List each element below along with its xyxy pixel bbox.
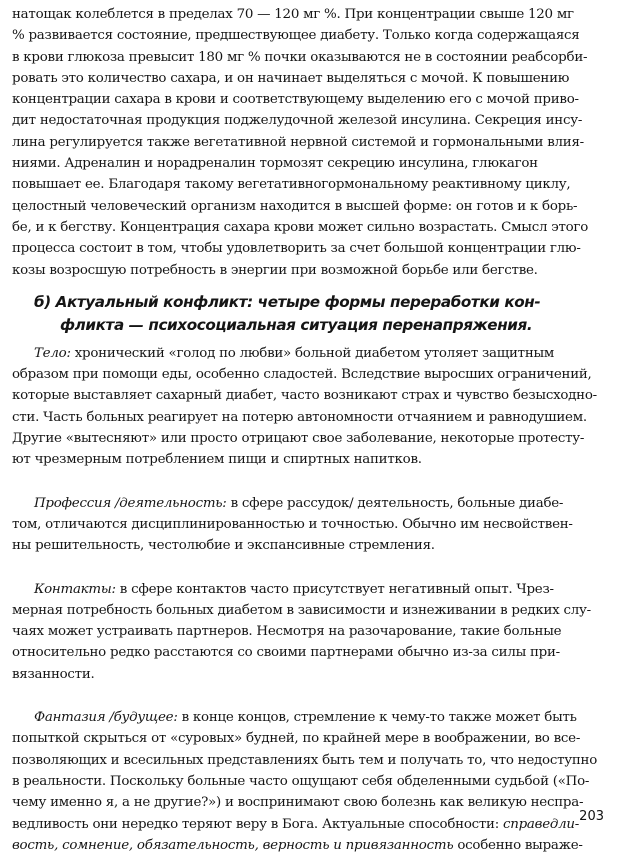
section-heading [12, 291, 610, 337]
text-line: ровать это количество сахара, и он начинает выделяться с мочой. К повышению [12, 70, 570, 86]
italic-text: справедли- [502, 816, 580, 832]
text-line: которые выставляет сахарный диабет, часто возникают страх и чувство безысходно- [12, 388, 597, 404]
text-line: дит недостаточная продукция поджелудочной железой инсулина. Секреция инсу- [12, 113, 583, 129]
paragraph-body-first-line [12, 343, 610, 364]
paragraph-label: Фантазия /будущее: [34, 710, 178, 726]
paragraph-text: в сфере контактов часто присутствует негативный опыт. Чрез- [115, 581, 554, 597]
text-line: повышает ее. Благодаря такому вегетативногормональному реактивному циклу, [12, 177, 571, 193]
text-line: позволяющих и всесильных представлениях быть тем и получать то, что недоступно [12, 752, 598, 768]
paragraph-profession-first-line [12, 493, 610, 514]
text-line: чаях может устраивать партнеров. Несмотря на разочарование, такие больные [12, 624, 562, 640]
text-line: целостный человеческий организм находится в высшей форме: он готов и к борь- [12, 198, 578, 214]
italic-text: вость, сомнение, обязательность, верность и привязанность [12, 837, 454, 853]
text-line: чему именно я, а не другие?») и воспринимают свою болезнь как великую неспра- [12, 795, 584, 811]
paragraph-fantasy-first-line [12, 707, 610, 728]
paragraph-text: в конце концов, стремление к чему-то также может быть [177, 710, 577, 726]
paragraph-label: Профессия /деятельность: [34, 495, 227, 511]
paragraph-text: хронический «голод по любви» больной диабетом утоляет защитным [70, 345, 555, 361]
section-heading-line-1: б) Актуальный конфликт: четыре формы переработки кон- [34, 292, 541, 311]
paragraph-text: особенно выраже- [453, 837, 583, 853]
text-line: Другие «вытесняют» или просто отрицают свое заболевание, некоторые протесту- [12, 431, 585, 447]
text-line: в реальности. Поскольку больные часто ощущают себя обделенными судьбой («По- [12, 773, 590, 789]
text-line: мерная потребность больных диабетом в зависимости и изнеживании в редких слу- [12, 602, 591, 618]
page-number: 203 [579, 809, 604, 824]
text-line: лина регулируется также вегетативной нервной системой и гормональными влия- [12, 134, 584, 150]
paragraph-text: ведливость они нередко теряют веру в Бога. Актуальные способности: [12, 816, 503, 832]
text-line: попыткой скрыться от «суровых» будней, по крайней мере в воображении, во все- [12, 731, 581, 747]
paragraph-fantasy-line [12, 814, 610, 835]
paragraph-fantasy-last-line [12, 835, 610, 856]
paragraph-contacts [12, 579, 610, 685]
text-line: образом при помощи еды, особенно сладостей. Вследствие выросших ограничений, [12, 367, 592, 383]
text-line: процесса состоит в том, чтобы удовлетворить за счет большой концентрации глю- [12, 241, 581, 257]
text-line: том, отличаются дисциплинированностью и точностью. Обычно им несвойствен- [12, 516, 573, 532]
intro-paragraph [12, 4, 610, 281]
text-line: натощак колеблется в пределах 70 — 120 мг %. При концентрации свыше 120 мг [12, 7, 574, 22]
paragraph-text: в сфере рассудок/ деятельность, больные диабе- [226, 495, 564, 511]
text-line: ют чрезмерным потреблением пищи и спиртных напитков. [12, 452, 422, 468]
text-line: в крови глюкоза превысит 180 мг % почки оказываются не в состоянии реабсорби- [12, 49, 588, 65]
paragraph-label: Тело: [34, 345, 71, 361]
text-line: сти. Часть больных реагирует на потерю автономности отчаянием и равнодушием. [12, 409, 587, 425]
book-page [12, 4, 610, 853]
text-line: бе, и к бегству. Концентрация сахара крови может сильно возрастать. Смысл этого [12, 219, 589, 235]
text-line: козы возросшую потребность в энергии при возможной борьбе или бегстве. [12, 262, 538, 278]
text-line: ниями. Адреналин и норадреналин тормозят секрецию инсулина, глюкагон [12, 156, 538, 172]
text-line: % развивается состояние, предшествующее диабету. Только когда содержащаяся [12, 28, 580, 44]
text-line: ны решительность, честолюбие и экспансивные стремления. [12, 538, 435, 554]
paragraph-label: Контакты: [34, 581, 116, 597]
paragraph-contacts-first-line [12, 579, 610, 600]
text-line: концентрации сахара в крови и соответствующему выделению его с мочой приво- [12, 92, 579, 108]
text-line: вязанности. [12, 666, 95, 682]
paragraph-body [12, 343, 610, 471]
text-line: относительно редко расстаются со своими партнерами обычно из-за силы при- [12, 645, 560, 661]
section-heading-line-2: фликта — психосоциальная ситуация перенапряжения. [60, 315, 533, 334]
paragraph-profession [12, 493, 610, 557]
